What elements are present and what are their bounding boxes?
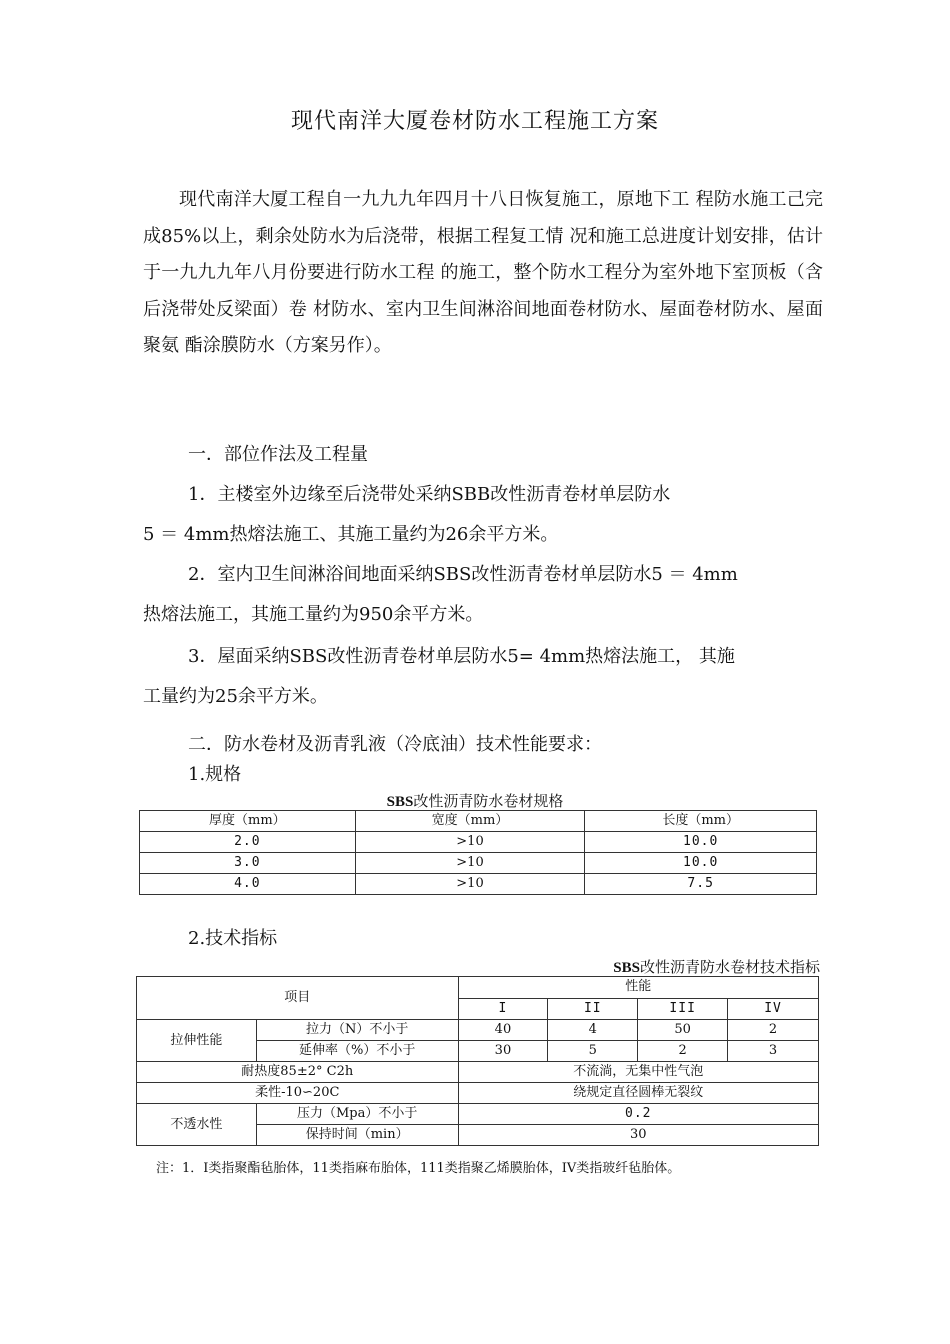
table-row [137,1062,819,1083]
table-cell: 5 [548,1041,638,1062]
table-cell: 3 [728,1041,819,1062]
table-cell: 10.0 [585,832,817,853]
width-header: 宽度（mm） [355,811,585,832]
pressure-label: 压力（Mpa）不小于 [256,1104,458,1125]
item3-line1: 3．屋面采纳SBS改性沥青卷材单层防水5= 4mm热熔法施工， 其施 [188,646,735,667]
table-cell: 4 [548,1020,638,1041]
item2-line1: 2．室内卫生间淋浴间地面采纳SBS改性沥青卷材单层防水5 ＝ 4mm [188,564,738,585]
grade-header: II [548,998,638,1020]
table-row [140,853,817,874]
table-cell: 2 [728,1020,819,1041]
thickness-header: 厚度（mm） [140,811,356,832]
table2-caption: SBS改性沥青防水卷材技术指标 [613,958,820,976]
length-header: 长度（mm） [585,811,817,832]
impermeability-group-label: 不透水性 [137,1104,257,1146]
section1-heading: 一．部位作法及工程量 [188,444,368,465]
table-cell: >10 [355,832,585,853]
table-cell: 4.0 [140,874,356,895]
tensile-group-label: 拉伸性能 [137,1020,257,1062]
table-cell: 2 [638,1041,728,1062]
tensile-label: 拉力（N）不小于 [256,1020,458,1041]
heat-resistance-label: 耐热度85±2° C2h [137,1062,459,1083]
section2-heading: 二．防水卷材及沥青乳液（冷底油）技术性能要求： [188,734,602,755]
grade-header: I [458,998,548,1020]
table-cell: 40 [458,1020,548,1041]
table-cell: 50 [638,1020,728,1041]
heat-resistance-value: 不流淌，无集中性气泡 [458,1062,818,1083]
pressure-value: 0.2 [458,1104,818,1125]
item-header: 项目 [137,977,459,1020]
elongation-label: 延伸率（%）不小于 [256,1041,458,1062]
table-cell: 7.5 [585,874,817,895]
hold-time-value: 30 [458,1125,818,1146]
flexibility-value: 绕规定直径圆棒无裂纹 [458,1083,818,1104]
table-row [137,1020,819,1041]
item3-line2: 工量约为25余平方米。 [143,686,328,707]
spec-table [139,810,817,895]
table-header-row [140,811,817,832]
grade-header: IV [728,998,819,1020]
table-cell: 30 [458,1041,548,1062]
flexibility-label: 柔性-10∽20C [137,1083,459,1104]
table-cell: 3.0 [140,853,356,874]
grade-header: III [638,998,728,1020]
performance-header: 性能 [458,977,818,999]
table-footnote: 注：1．I类指聚酯毡胎体，11类指麻布胎体，111类指聚乙烯膜胎体，IV类指玻纤毡胎体。 [156,1161,681,1176]
table-row [140,874,817,895]
item1-line2: 5 ＝ 4mm热熔法施工、其施工量约为26余平方米。 [143,524,559,545]
hold-time-label: 保持时间（min） [256,1125,458,1146]
table-row [140,832,817,853]
table-cell: 2.0 [140,832,356,853]
tech-index-table [136,976,819,1146]
table-cell: >10 [355,853,585,874]
table-cell: >10 [355,874,585,895]
table-cell: 10.0 [585,853,817,874]
tech-subheading: 2.技术指标 [188,928,278,949]
item2-line2: 热熔法施工，其施工量约为950余平方米。 [143,604,484,625]
page-title: 现代南洋大厦卷材防水工程施工方案 [290,109,659,134]
table1-caption: SBS改性沥青防水卷材规格 [386,792,564,810]
table-row [137,1104,819,1125]
item1-line1: 1．主楼室外边缘至后浇带处采纳SBB改性沥青卷材单层防水 [188,484,671,505]
intro-paragraph: 现代南洋大厦工程自一九九九年四月十八日恢复施工，原地下工 程防水施工己完成85%以上，剩余处防水为后浇带，根据工程复工情 况和施工总进度计划安排，估计于一九九九年八月份要进行防水工程 的施工，整个防水工程分为室外地下室顶板（含后浇带处反梁面）卷 材防水、室内卫生间淋浴间地面卷材防水、屋面卷材防水、屋面聚氨 酯涂膜防水（方案另作）。 [143,189,823,356]
table-row [137,1083,819,1104]
spec-subheading: 1.规格 [188,764,242,785]
